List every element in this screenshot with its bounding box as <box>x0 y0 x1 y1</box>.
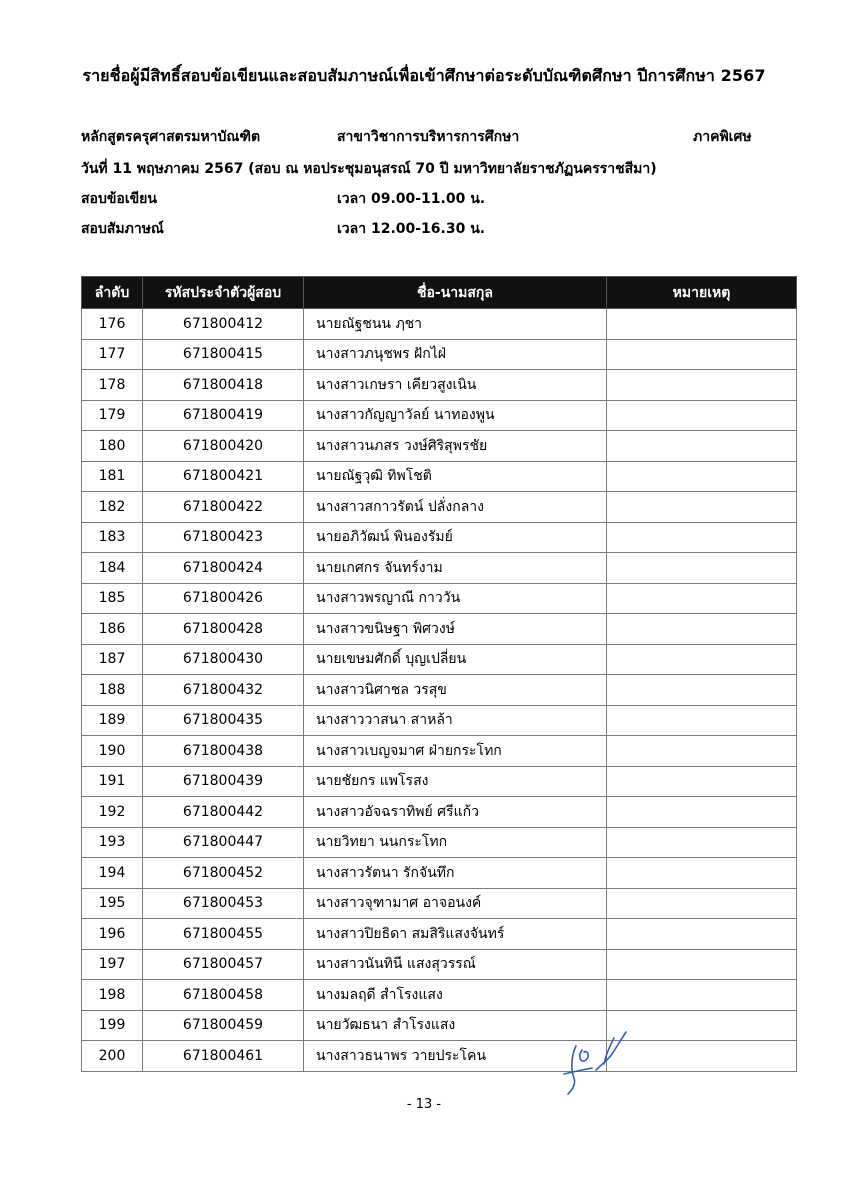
row-order-number: 185 <box>82 583 143 614</box>
row-order-number: 178 <box>82 370 143 401</box>
row-remark <box>607 1041 797 1072</box>
row-exam-id: 671800412 <box>143 309 304 340</box>
row-full-name: นายวิทยา นนกระโทก <box>304 827 607 858</box>
table-row <box>82 339 797 370</box>
row-order-number: 176 <box>82 309 143 340</box>
row-order-number: 179 <box>82 400 143 431</box>
row-exam-id: 671800439 <box>143 766 304 797</box>
row-remark <box>607 400 797 431</box>
row-full-name: นางสาวรัตนา รักจันทึก <box>304 858 607 889</box>
table-row <box>82 1041 797 1072</box>
column-header-remark: หมายเหตุ <box>607 277 797 309</box>
row-exam-id: 671800424 <box>143 553 304 584</box>
document-title: รายชื่อผู้มีสิทธิ์สอบข้อเขียนและสอบสัมภาษณ์เพื่อเข้าศึกษาต่อระดับบัณฑิตศึกษา ปีการศึกษา 2567 <box>82 66 766 85</box>
table-row <box>82 492 797 523</box>
row-order-number: 187 <box>82 644 143 675</box>
row-full-name: นางสาวสกาวรัตน์ ปลั่งกลาง <box>304 492 607 523</box>
row-order-number: 193 <box>82 827 143 858</box>
row-order-number: 196 <box>82 919 143 950</box>
table-row <box>82 919 797 950</box>
table-row <box>82 309 797 340</box>
table-row <box>82 797 797 828</box>
row-exam-id: 671800419 <box>143 400 304 431</box>
row-full-name: นายอภิวัฒน์ พินองรัมย์ <box>304 522 607 553</box>
table-row <box>82 644 797 675</box>
row-exam-id: 671800423 <box>143 522 304 553</box>
row-full-name: นางสาวภนุชพร ฝักไฝ่ <box>304 339 607 370</box>
row-remark <box>607 827 797 858</box>
row-order-number: 198 <box>82 980 143 1011</box>
table-row <box>82 522 797 553</box>
table-row <box>82 827 797 858</box>
row-exam-id: 671800422 <box>143 492 304 523</box>
table-row <box>82 949 797 980</box>
table-row <box>82 553 797 584</box>
row-full-name: นางสาวพรญาณี กาววัน <box>304 583 607 614</box>
row-remark <box>607 919 797 950</box>
row-remark <box>607 583 797 614</box>
table-row <box>82 736 797 767</box>
row-order-number: 190 <box>82 736 143 767</box>
row-order-number: 181 <box>82 461 143 492</box>
row-remark <box>607 858 797 889</box>
table-body <box>82 309 797 1072</box>
row-exam-id: 671800418 <box>143 370 304 401</box>
row-full-name: นายชัยกร แพโรสง <box>304 766 607 797</box>
row-order-number: 183 <box>82 522 143 553</box>
row-remark <box>607 431 797 462</box>
table-row <box>82 858 797 889</box>
row-exam-id: 671800426 <box>143 583 304 614</box>
row-order-number: 194 <box>82 858 143 889</box>
row-remark <box>607 461 797 492</box>
row-full-name: นายณัฐชนน ฦชา <box>304 309 607 340</box>
written-exam-label: สอบข้อเขียน <box>81 191 157 207</box>
interview-time: เวลา 12.00-16.30 น. <box>337 221 486 237</box>
row-remark <box>607 339 797 370</box>
table-row <box>82 583 797 614</box>
written-exam-time: เวลา 09.00-11.00 น. <box>337 191 486 207</box>
table-row <box>82 431 797 462</box>
row-exam-id: 671800432 <box>143 675 304 706</box>
table-row <box>82 400 797 431</box>
row-full-name: นางสาวนิศาชล วรสุข <box>304 675 607 706</box>
row-exam-id: 671800452 <box>143 858 304 889</box>
row-order-number: 186 <box>82 614 143 645</box>
interview-label: สอบสัมภาษณ์ <box>81 221 164 237</box>
row-remark <box>607 980 797 1011</box>
row-full-name: นางสาววาสนา สาหล้า <box>304 705 607 736</box>
row-full-name: นางสาวปิยธิดา สมสิริแสงจันทร์ <box>304 919 607 950</box>
column-header-order: ลำดับ <box>82 277 143 309</box>
row-remark <box>607 736 797 767</box>
row-exam-id: 671800453 <box>143 888 304 919</box>
page-number: - 13 - <box>406 1097 442 1112</box>
column-header-exam-id: รหัสประจำตัวผู้สอบ <box>143 277 304 309</box>
row-exam-id: 671800455 <box>143 919 304 950</box>
row-remark <box>607 888 797 919</box>
program-row <box>81 126 781 148</box>
row-exam-id: 671800420 <box>143 431 304 462</box>
row-remark <box>607 309 797 340</box>
row-remark <box>607 1010 797 1041</box>
table-row <box>82 980 797 1011</box>
table-row <box>82 461 797 492</box>
row-order-number: 191 <box>82 766 143 797</box>
row-full-name: นายณัฐวุฒิ ทิพโชติ <box>304 461 607 492</box>
handwritten-signature <box>552 1024 632 1096</box>
exam-date-line: วันที่ 11 พฤษภาคม 2567 (สอบ ณ หอประชุมอนุสรณ์ 70 ปี มหาวิทยาลัยราชภัฏนครราชสีมา) <box>81 161 657 177</box>
table-row <box>82 888 797 919</box>
table-row <box>82 766 797 797</box>
row-order-number: 184 <box>82 553 143 584</box>
row-order-number: 188 <box>82 675 143 706</box>
row-remark <box>607 705 797 736</box>
table-row <box>82 614 797 645</box>
row-full-name: นางสาวเบญจมาศ ฝ่ายกระโทก <box>304 736 607 767</box>
row-exam-id: 671800442 <box>143 797 304 828</box>
major-name: สาขาวิชาการบริหารการศึกษา <box>337 129 520 145</box>
column-header-full-name: ชื่อ-นามสกุล <box>304 277 607 309</box>
row-exam-id: 671800428 <box>143 614 304 645</box>
program-name: หลักสูตรครุศาสตรมหาบัณฑิต <box>81 129 261 145</box>
interview-row <box>81 218 581 240</box>
row-order-number: 199 <box>82 1010 143 1041</box>
row-full-name: นางสาวกัญญาวัลย์ นาทองพูน <box>304 400 607 431</box>
row-remark <box>607 797 797 828</box>
row-exam-id: 671800458 <box>143 980 304 1011</box>
row-order-number: 180 <box>82 431 143 462</box>
written-exam-row <box>81 188 581 210</box>
row-exam-id: 671800435 <box>143 705 304 736</box>
row-full-name: นางสาวอัจฉราทิพย์ ศรีแก้ว <box>304 797 607 828</box>
row-exam-id: 671800457 <box>143 949 304 980</box>
row-remark <box>607 370 797 401</box>
table-row <box>82 705 797 736</box>
row-full-name: นางสาวนภสร วงษ์ศิริสุพรชัย <box>304 431 607 462</box>
row-full-name: นางสาวเกษรา เคียวสูงเนิน <box>304 370 607 401</box>
row-remark <box>607 614 797 645</box>
row-order-number: 200 <box>82 1041 143 1072</box>
row-remark <box>607 522 797 553</box>
row-exam-id: 671800438 <box>143 736 304 767</box>
row-exam-id: 671800430 <box>143 644 304 675</box>
row-remark <box>607 675 797 706</box>
row-full-name: นายเขษมศักดิ์ บุญเปลี่ยน <box>304 644 607 675</box>
table-row <box>82 370 797 401</box>
row-exam-id: 671800459 <box>143 1010 304 1041</box>
row-order-number: 197 <box>82 949 143 980</box>
row-full-name: นายวัฒธนา สำโรงแสง <box>304 1010 607 1041</box>
table-row <box>82 1010 797 1041</box>
row-exam-id: 671800461 <box>143 1041 304 1072</box>
row-order-number: 182 <box>82 492 143 523</box>
row-order-number: 192 <box>82 797 143 828</box>
row-full-name: นางสาวจุฑามาศ อาจอนงค์ <box>304 888 607 919</box>
row-exam-id: 671800415 <box>143 339 304 370</box>
program-type: ภาคพิเศษ <box>693 129 752 145</box>
candidate-table <box>81 276 797 1072</box>
table-header-row <box>82 277 797 309</box>
row-remark <box>607 553 797 584</box>
row-order-number: 177 <box>82 339 143 370</box>
row-full-name: นางสาวนันทินี แสงสุวรรณ์ <box>304 949 607 980</box>
row-exam-id: 671800447 <box>143 827 304 858</box>
row-full-name: นางสาวขนิษฐา พิศวงษ์ <box>304 614 607 645</box>
row-remark <box>607 644 797 675</box>
row-remark <box>607 949 797 980</box>
row-order-number: 195 <box>82 888 143 919</box>
row-full-name: นางสาวธนาพร วายประโคน <box>304 1041 607 1072</box>
row-full-name: นายเกศกร จันทร์งาม <box>304 553 607 584</box>
row-remark <box>607 492 797 523</box>
row-exam-id: 671800421 <box>143 461 304 492</box>
table-row <box>82 675 797 706</box>
row-full-name: นางมลฤดี สำโรงแสง <box>304 980 607 1011</box>
row-remark <box>607 766 797 797</box>
row-order-number: 189 <box>82 705 143 736</box>
